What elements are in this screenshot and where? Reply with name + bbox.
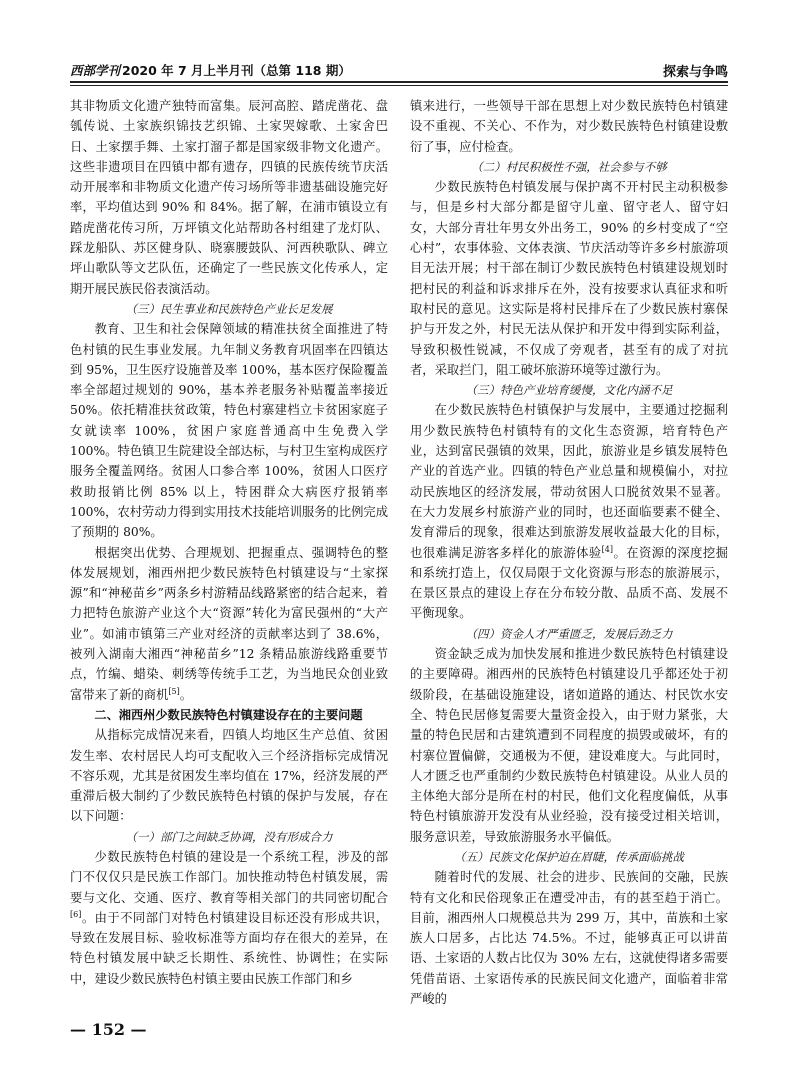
paragraph	[410, 400, 728, 623]
paragraph-text: 。	[179, 687, 193, 702]
subsection-heading: （三）特色产业培育缓慢，文化内涵不足	[465, 383, 673, 398]
paragraph-text: 。由于不同部门对特色村镇建设目标还没有形成共识，导致在发展目标、验收标准等方面均存在很大的差异，在特色村镇发展中缺乏长期性、系统性、协调性；在实际中，建设少数民族特色村镇主要由民族工作部门和乡	[70, 910, 388, 986]
subsection-heading: （一）部门之间缺乏协调，没有形成合力	[125, 829, 333, 844]
section-heading: 二、湘西州少数民族特色村镇建设存在的主要问题	[94, 707, 363, 722]
paragraph: 镇来进行，一些领导干部在思想上对少数民族特色村镇建设不重视、不关心、不作为，对少数民族特色村镇建设敷衍了事，应付检查。	[410, 99, 728, 154]
paragraph-text: 在少数民族特色村镇保护与发展中，主要通过挖掘利用少数民族特色村镇特有的文化生态资源，培育特色产业，达到富民强镇的效果，因此，旅游业是乡镇发展特色产业的首选产业。四镇的特色产业总量和规模偏小，对拉动民族地区的经济发展，带动贫困人口脱贫效果不显著。在大力发展乡村旅游产业的同时，也还面临要素不健全、发育滞后的现象，很难达到旅游发展收益最大化的目标，也很难满足游客多样化的旅游体验	[410, 403, 728, 560]
page-header	[70, 58, 728, 84]
left-column	[70, 96, 388, 989]
paragraph: 从指标完成情况来看，四镇人均地区生产总值、贫困发生率、农村居民人均可支配收入三个经济指标完成情况不容乐观，尤其是贫困发生率均值在 17%，经济发展的严重滞后极大制约了少数民族特色村镇的保护与发展，存在以下问题：	[70, 728, 388, 824]
issue-info: 2020 年 7 月上半月刊（总第 118 期）	[122, 63, 351, 78]
header-rule-thin	[70, 85, 728, 86]
page-number: — 152 —	[70, 1020, 147, 1039]
paragraph-text: 少数民族特色村镇的建设是一个系统工程，涉及的部门不仅仅只是民族工作部门。加快推动特色村镇发展，需要与文化、交通、医疗、教育等相关部门的共同密切配合	[70, 849, 388, 905]
subsection-heading: （二）村民积极性不强，社会参与不够	[471, 159, 667, 174]
paragraph	[70, 543, 388, 705]
subsection-heading: （五）民族文化保护迫在眉睫，传承面临挑战	[454, 849, 684, 864]
journal-title	[70, 61, 351, 79]
paragraph	[70, 847, 388, 989]
paragraph-text: 根据突出优势、合理规划、把握重点、强调特色的整体发展规划，湘西州把少数民族特色村镇建设与“土家探源”和“神秘苗乡”两条乡村游精品线路紧密的结合起来，着力把特色旅游产业这个大“资源”转化为富民强州的“大产业”。如浦市镇第三产业对经济的贡献率达到了 38.6%，被列入湖南大湘西“神秘苗乡”12 条精品旅游线路重要节点，竹编、蜡染、刺绣等传统手工艺，为当地民众创业致富带来了新的商机	[70, 545, 388, 702]
section-title: 探索与争鸣	[662, 65, 728, 80]
citation-ref: [6]	[70, 909, 82, 919]
citation-ref: [4]	[601, 544, 613, 554]
subsection-heading: （四）资金人才严重匮乏，发展后劲乏力	[465, 626, 673, 641]
journal-logo: 西部学刊	[70, 63, 121, 78]
citation-ref: [5]	[168, 686, 180, 696]
subsection-heading: （三）民生事业和民族特色产业长足发展	[125, 301, 333, 316]
paragraph: 少数民族特色村镇发展与保护离不开村民主动积极参与，但是乡村大部分都是留守儿童、留守老人、留守妇女，大部分青壮年男女外出务工，90% 的乡村变成了“空心村”，农事体验、文体表演、节庆活动等许多乡村旅游项目无法开展；村干部在制订少数民族特色村镇建设规划时把村民的利益和诉求排斥在外，没有按要求认真征求和听取村民的意见。这实际是将村民排斥在了少数民族村寨保护与开发之外，村民无法从保护和开发中得到实际利益，导致积极性锐减，不仅成了旁观者，甚至有的成了对抗者，采取拦门，阻工破坏旅游环境等过激行为。	[410, 180, 728, 377]
right-column	[410, 96, 728, 1009]
paragraph: 教育、卫生和社会保障领域的精准扶贫全面推进了特色村镇的民生事业发展。九年制义务教育巩固率在四镇达到 95%，卫生医疗设施普及率 100%，基本医疗保险覆盖率全部超过规划的 90%，基本养老服务补贴覆盖率接近 50%。依托精准扶贫政策，特色村寨建档立卡贫困家庭子女就读率 100%，贫困户家庭普通高中生免费入学 100%。特色镇卫生院建设全部达标，与村卫生室构成医疗服务全覆盖网络。贫困人口参合率 100%，贫困人口医疗救助报销比例 85% 以上，特困群众大病医疗报销率 100%，农村劳动力得到实用技术技能培训服务的比例完成了预期的 80%。	[70, 322, 388, 540]
header-rule	[70, 81, 728, 83]
paragraph: 资金缺乏成为加快发展和推进少数民族特色村镇建设的主要障碍。湘西州的民族特色村镇建设几乎都还处于初级阶段，在基础设施建设，诸如道路的通达、村民饮水安全、特色民居修复需要大量资金投入，由于财力紧张，大量的特色民居和古建筑遭到不同程度的损毁或破坏，有的村寨位置偏僻，交通极为不便，建设难度大。与此同时，人才匮乏也严重制约少数民族特色村镇建设。从业人员的主体绝大部分是所在村的村民，他们文化程度偏低，从事特色村镇旅游开发没有从业经验，没有接受过相关培训，服务意识差，导致旅游服务水平偏低。	[410, 647, 728, 844]
paragraph: 其非物质文化遗产独特而富集。辰河高腔、踏虎凿花、盘瓠传说、土家族织锦技艺织锦、土家哭嫁歌、土家舍巴日、土家摆手舞、土家打溜子都是国家级非物文化遗产。这些非遗项目在四镇中都有遗存，四镇的民族传统节庆活动开展率和非物质文化遗产传习场所等非遗基础设施完好率，平均值达到 90% 和 84%。据了解，在浦市镇设立有踏虎凿花传习所，万坪镇文化站帮助各村组建了龙灯队、踩龙船队、苏区健身队、晓寨腰鼓队、河西秧歌队、碑立坪山歌队等文艺队伍，还确定了一些民族文化传承人，定期开展民族民俗表演活动。	[70, 99, 388, 296]
paragraph-text: 。在资源的深度挖掘和系统打造上，仅仅局限于文化资源与形态的旅游展示，在景区景点的建设上存在分布较分散、品质不高、发展不平衡现象。	[410, 545, 728, 621]
paragraph: 随着时代的发展、社会的进步、民族间的交融，民族特有文化和民俗现象正在遭受冲击，有的甚至趋于消亡。目前，湘西州人口规模总共为 299 万，其中，苗族和土家族人口居多，占比达 74.5%。不过，能够真正可以讲苗语、土家语的人数占比仅为 30% 左右，这就使得诸多需要凭借苗语、土家语传承的民族民间文化遗产，面临着非常严峻的	[410, 870, 728, 1007]
